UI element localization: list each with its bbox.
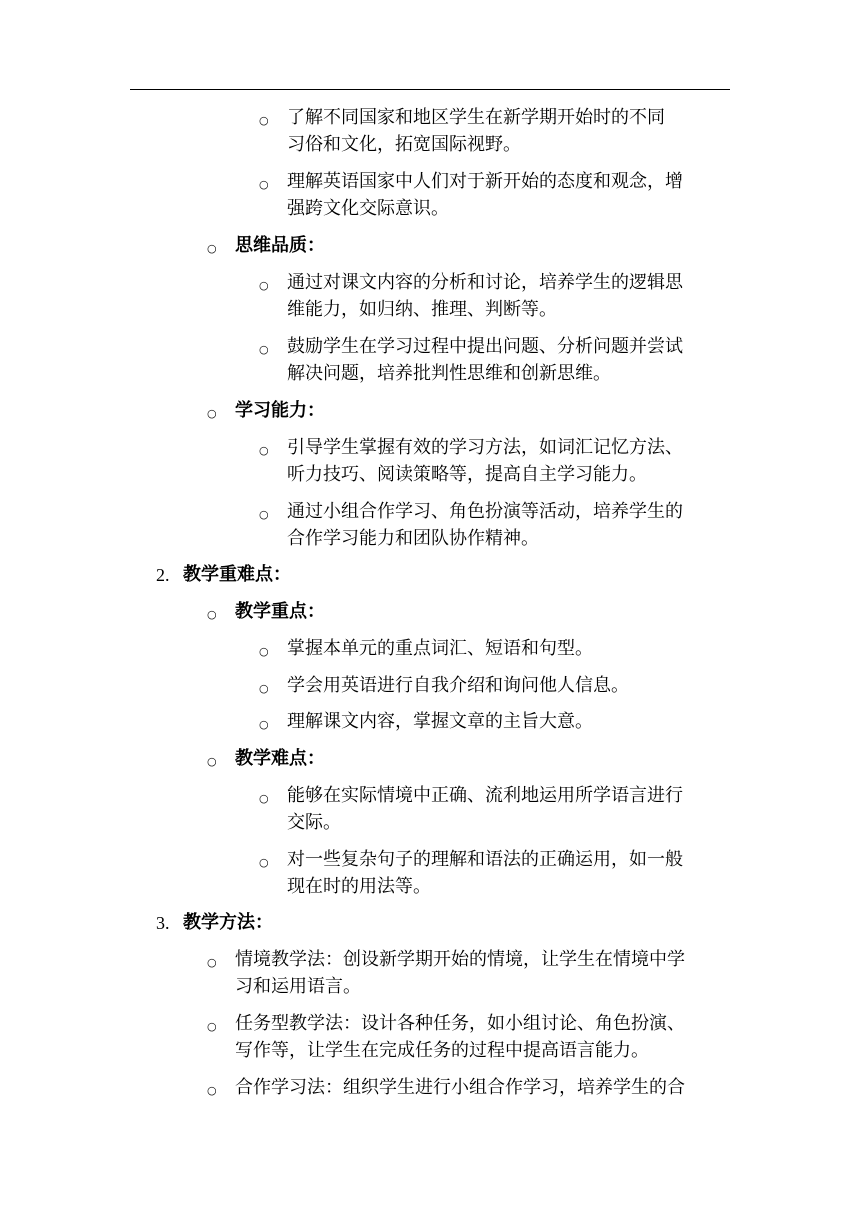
list-item-line: 合作学习法：组织学生进行小组合作学习，培养学生的合: [235, 1077, 685, 1098]
list-bullet: ○: [259, 645, 269, 658]
list-bullet: ○: [259, 682, 269, 695]
list-bullet: ○: [207, 755, 217, 768]
list-item-line: 强跨文化交际意识。: [287, 198, 449, 219]
list-bullet: ○: [259, 343, 269, 356]
list-item-line: 了解不同国家和地区学生在新学期开始时的不同: [287, 107, 665, 128]
list-item-line: 听力技巧、阅读策略等，提高自主学习能力。: [287, 464, 647, 485]
list-item-line: 情境教学法：创设新学期开始的情境，让学生在情境中学: [235, 949, 685, 970]
list-item-line: 解决问题，培养批判性思维和创新思维。: [287, 363, 611, 384]
section-number: 3.: [156, 913, 170, 933]
list-bullet: ○: [259, 856, 269, 869]
subsection-label-learning: 学习能力：: [235, 400, 325, 421]
list-item-line: 任务型教学法：设计各种任务，如小组讨论、角色扮演、: [235, 1013, 685, 1034]
list-item-line: 通过小组合作学习、角色扮演等活动，培养学生的: [287, 501, 683, 522]
list-bullet: ○: [207, 242, 217, 255]
list-item-line: 合作学习能力和团队协作精神。: [287, 528, 539, 549]
list-bullet: ○: [259, 279, 269, 292]
list-item-line: 能够在实际情境中正确、流利地运用所学语言进行: [287, 785, 683, 806]
list-item-line: 学会用英语进行自我介绍和询问他人信息。: [287, 675, 629, 696]
list-item-line: 习和运用语言。: [235, 976, 361, 997]
list-item-line: 鼓励学生在学习过程中提出问题、分析问题并尝试: [287, 336, 683, 357]
list-bullet: ○: [207, 1084, 217, 1097]
list-item-line: 习俗和文化，拓宽国际视野。: [287, 134, 521, 155]
section-number: 2.: [156, 565, 170, 585]
list-item-line: 写作等，让学生在完成任务的过程中提高语言能力。: [235, 1040, 649, 1061]
list-bullet: ○: [259, 718, 269, 731]
list-item-line: 通过对课文内容的分析和讨论，培养学生的逻辑思: [287, 272, 683, 293]
list-item-line: 维能力，如归纳、推理、判断等。: [287, 299, 557, 320]
list-item-line: 交际。: [287, 812, 341, 833]
list-item-line: 理解英语国家中人们对于新开始的态度和观念，增: [287, 171, 683, 192]
list-item-line: 理解课文内容，掌握文章的主旨大意。: [287, 711, 593, 732]
header-rule: [130, 89, 730, 90]
list-bullet: ○: [207, 608, 217, 621]
subsection-label-difficult: 教学难点：: [235, 748, 325, 769]
list-bullet: ○: [259, 444, 269, 457]
list-bullet: ○: [207, 956, 217, 969]
subsection-label-thinking: 思维品质：: [235, 235, 325, 256]
section-title: 教学重难点：: [183, 564, 291, 585]
list-bullet: ○: [259, 508, 269, 521]
list-item-line: 对一些复杂句子的理解和语法的正确运用，如一般: [287, 849, 683, 870]
list-bullet: ○: [207, 1020, 217, 1033]
subsection-label-key: 教学重点：: [235, 601, 325, 622]
list-bullet: ○: [207, 407, 217, 420]
list-item-line: 现在时的用法等。: [287, 876, 431, 897]
list-bullet: ○: [259, 792, 269, 805]
list-bullet: ○: [259, 178, 269, 191]
list-item-line: 引导学生掌握有效的学习方法，如词汇记忆方法、: [287, 437, 683, 458]
list-item-line: 掌握本单元的重点词汇、短语和句型。: [287, 638, 593, 659]
section-title: 教学方法：: [183, 912, 273, 933]
list-bullet: ○: [259, 114, 269, 127]
